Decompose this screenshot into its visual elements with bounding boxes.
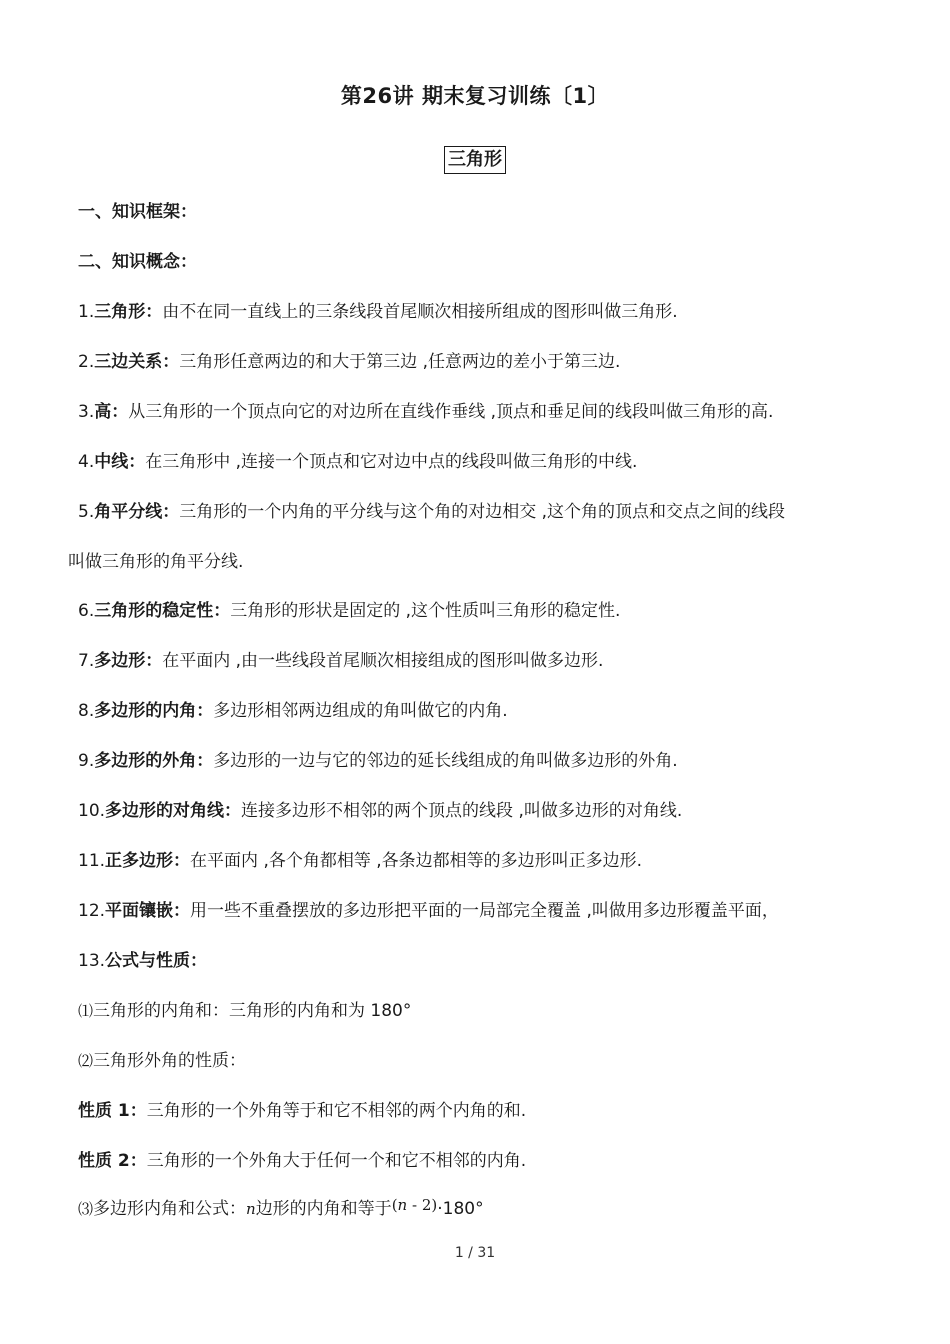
item-term: 平面镶嵌：	[105, 901, 191, 921]
item-number: 6.	[78, 601, 95, 621]
formula-text-c: ·180°	[437, 1199, 484, 1219]
concept-item-12	[78, 899, 779, 923]
property-2	[78, 1149, 526, 1173]
item-term: 中线：	[94, 452, 146, 472]
concept-item-6	[78, 599, 620, 623]
item-number: 8.	[78, 701, 95, 721]
formula-polygon-angle-sum	[78, 1197, 484, 1221]
item-text: 多边形相邻两边组成的角叫做它的内角.	[213, 701, 508, 721]
concept-item-9	[78, 749, 678, 773]
property-term: 性质 1：	[78, 1101, 147, 1121]
concept-item-5	[78, 500, 785, 524]
item-text: 在平面内 ,各个角都相等 ,各条边都相等的多边形叫正多边形.	[190, 851, 643, 871]
heading-concepts: 二、知识概念：	[78, 252, 197, 272]
page-title: 第26讲 期末复习训练〔1〕	[340, 84, 610, 108]
property-text: 三角形的一个外角大于任何一个和它不相邻的内角.	[146, 1151, 527, 1171]
item-term: 三角形：	[94, 302, 163, 322]
item-text: 在平面内 ,由一些线段首尾顺次相接组成的图形叫做多边形.	[162, 651, 604, 671]
item-text: 多边形的一边与它的邻边的延长线组成的角叫做多边形的外角.	[213, 751, 678, 771]
item-number: 3.	[78, 402, 95, 422]
formula-text-b: 边形的内角和等于	[255, 1199, 392, 1219]
item-term: 三角形的稳定性：	[94, 601, 231, 621]
item-number: 1.	[78, 302, 95, 322]
formula-number: ⑶	[78, 1200, 94, 1218]
item-text: 从三角形的一个顶点向它的对边所在直线作垂线 ,顶点和垂足间的线段叫做三角形的高.	[128, 402, 774, 422]
item-number: 2.	[78, 352, 95, 372]
formula-number: ⑴	[78, 1002, 94, 1020]
concept-item-2	[78, 350, 620, 374]
item-text: 由不在同一直线上的三条线段首尾顺次相接所组成的图形叫做三角形.	[162, 302, 678, 322]
concept-item-1	[78, 300, 678, 324]
property-term: 性质 2：	[78, 1151, 147, 1171]
heading-framework: 一、知识框架：	[78, 202, 197, 222]
item-term: 公式与性质：	[105, 951, 208, 971]
formula-angle-sum	[78, 999, 411, 1023]
item-term: 正多边形：	[105, 851, 191, 871]
item-number: 5.	[78, 502, 95, 522]
item-number: 11.	[78, 851, 106, 871]
formula-exterior-angle	[78, 1049, 246, 1073]
property-text: 三角形的一个外角等于和它不相邻的两个内角的和.	[146, 1101, 527, 1121]
property-1	[78, 1099, 526, 1123]
item-term: 多边形的外角：	[94, 751, 214, 771]
item-text: 三角形的一个内角的平分线与这个角的对边相交 ,这个角的顶点和交点之间的线段	[179, 502, 786, 522]
formula-text: 三角形的内角和：三角形的内角和为 180°	[93, 1001, 412, 1021]
item-term: 多边形：	[94, 651, 163, 671]
item-number: 13.	[78, 951, 106, 971]
math-variable-n: n	[397, 1196, 408, 1214]
item-term: 角平分线：	[94, 502, 180, 522]
item-text: 三角形任意两边的和大于第三边 ,任意两边的差小于第三边.	[179, 352, 621, 372]
concept-item-7	[78, 649, 603, 673]
formula-text: 三角形外角的性质：	[93, 1051, 247, 1071]
page-number: 1 / 31	[454, 1245, 496, 1261]
concept-item-11	[78, 849, 642, 873]
concept-item-5-continued: 叫做三角形的角平分线.	[68, 552, 244, 572]
math-expression: (n - 2)	[391, 1196, 438, 1214]
item-text: 在三角形中 ,连接一个顶点和它对边中点的线段叫做三角形的中线.	[145, 452, 638, 472]
section-subtitle: 三角形	[444, 146, 506, 174]
item-text: 连接多边形不相邻的两个顶点的线段 ,叫做多边形的对角线.	[241, 801, 683, 821]
item-number: 4.	[78, 452, 95, 472]
item-term: 多边形的对角线：	[105, 801, 242, 821]
concept-item-3	[78, 400, 773, 424]
formula-number: ⑵	[78, 1052, 94, 1070]
subtitle-wrap	[0, 146, 950, 174]
item-text: 三角形的形状是固定的 ,这个性质叫三角形的稳定性.	[230, 601, 621, 621]
concept-item-13	[78, 949, 207, 973]
item-term: 三边关系：	[94, 352, 180, 372]
item-number: 12.	[78, 901, 106, 921]
concept-item-8	[78, 699, 508, 723]
item-number: 10.	[78, 801, 106, 821]
item-number: 7.	[78, 651, 95, 671]
item-text: 用一些不重叠摆放的多边形把平面的一局部完全覆盖 ,叫做用多边形覆盖平面，	[190, 901, 779, 921]
concept-item-4	[78, 450, 637, 474]
item-number: 9.	[78, 751, 95, 771]
item-term: 高：	[94, 402, 129, 422]
math-variable-n: n	[246, 1200, 256, 1218]
concept-item-10	[78, 799, 682, 823]
item-term: 多边形的内角：	[94, 701, 214, 721]
formula-text-a: 多边形内角和公式：	[93, 1199, 247, 1219]
